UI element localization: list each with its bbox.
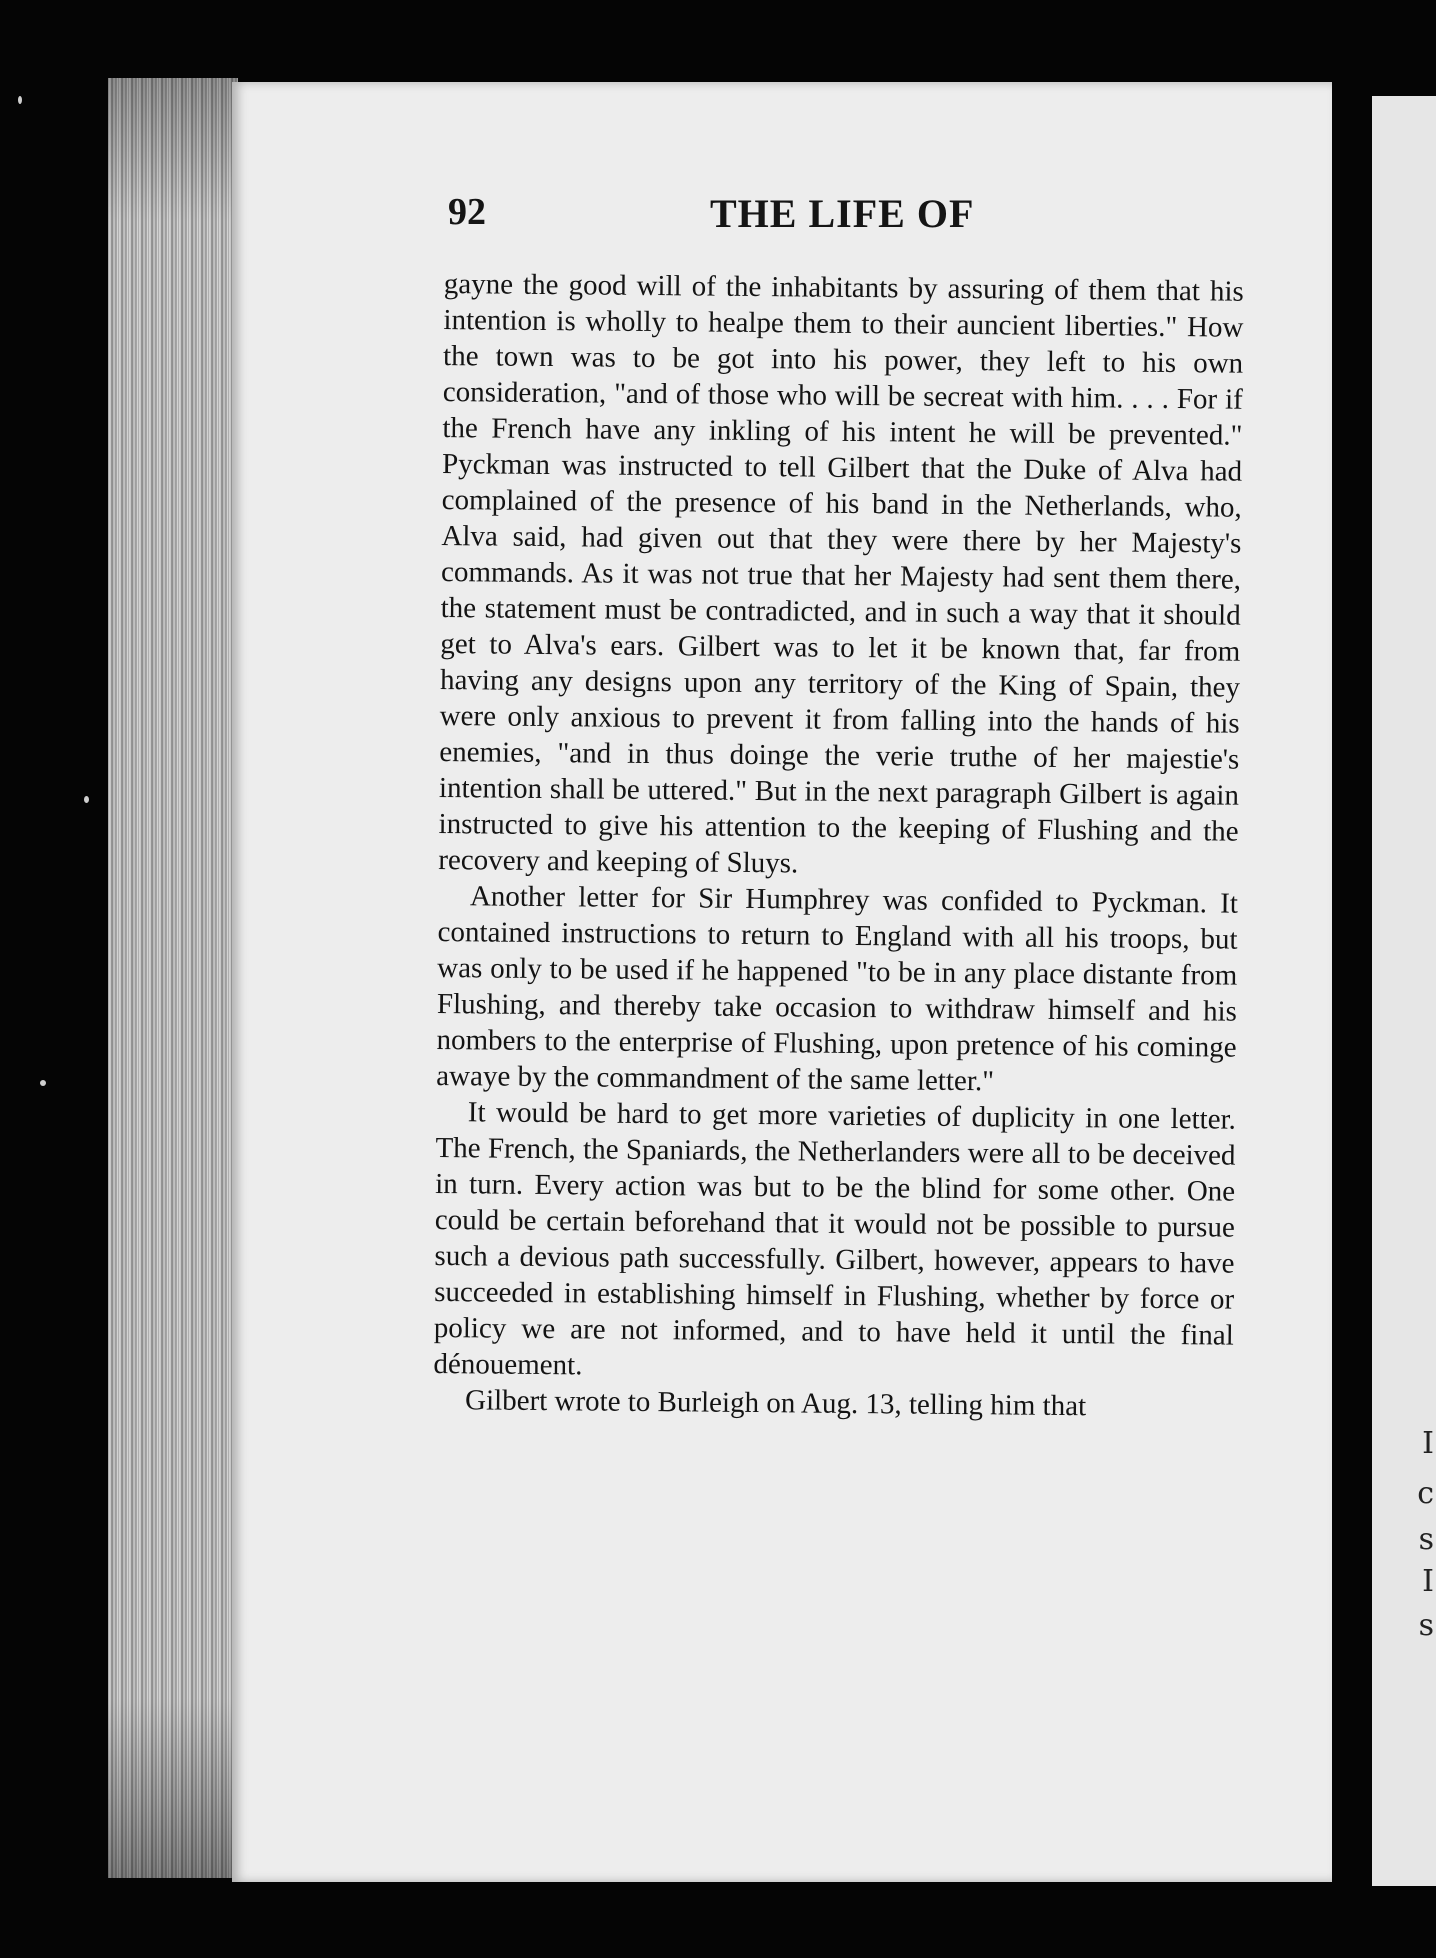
facing-page-edge (1372, 96, 1436, 1886)
scan-speck (40, 1080, 46, 1086)
facing-page-fragment: c (1417, 1476, 1434, 1511)
facing-page-fragment: s (1418, 1608, 1434, 1643)
paragraph: gayne the good will of the inhabitants by assuring of them that his intention is wholly to healpe them to their auncient liberties." How the town was to be got into his power, they left to his own consideration, "and of those who will be secreat with him. . . . For if the French have any inkling of his intent he will be prevented." Pyckman was instructed to tell Gilbert that the Duke of Alva had complained of the presence of his band in the Netherlands, who, Alva said, had given out that they were there by her Majesty's commands. As it was not true that her Majesty had sent them there, the statement must be contradicted, and in such a way that it should get to Alva's ears. Gilbert was to let it be known that, far from having any designs upon any territory of the King of Spain, they were only anxious to prevent it from falling into the hands of his enemies, "and in thus doinge the verie truthe of her majestie's intention shall be uttered." But in the next paragraph Gilbert is again instructed to give his attention to the keeping of Flushing and the recovery and keeping of Sluys. (438, 267, 1244, 880)
paragraph: Gilbert wrote to Burleigh on Aug. 13, telling him that (464, 1384, 1087, 1423)
page-header (448, 190, 1248, 242)
paragraph: It would be hard to get more varieties of duplicity in one letter. The French, the Spaniards, the Netherlanders were all to be deceived in turn. Every action was but to be the blind for some other. One could be certain beforehand that it would not be possible to pursue such a devious path successfully. Gilbert, however, appears to have succeeded in establishing himself in Flushing, whether by force or policy we are not informed, and to have held it until the final dénouement. (433, 1096, 1236, 1382)
paragraph: Another letter for Sir Humphrey was confided to Pyckman. It contained instructions to return to England with all his troops, but was only to be used if he happened "to be in any place distante from Flushing, and thereby take occasion to withdraw himself and his nombers to the enterprise of Flushing, upon pretence of his cominge awaye by the commandment of the same letter." (436, 880, 1239, 1098)
facing-page-fragment: I (1422, 1564, 1434, 1599)
running-head: THE LIFE OF (710, 191, 975, 236)
page-number: 92 (448, 191, 486, 233)
body-text (433, 266, 1244, 1426)
scan-speck (18, 96, 22, 104)
facing-page-fragment: s (1418, 1522, 1434, 1557)
book-page-edges (108, 78, 238, 1878)
scan-speck (84, 796, 89, 803)
facing-page-fragment: I (1422, 1426, 1434, 1461)
